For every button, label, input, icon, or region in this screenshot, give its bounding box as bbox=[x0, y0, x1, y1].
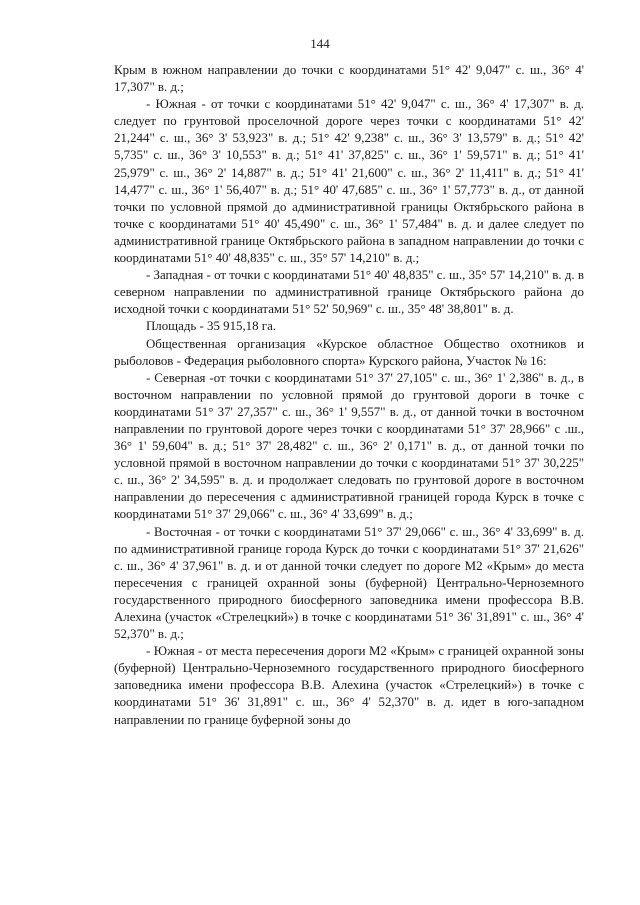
page-number: 144 bbox=[310, 36, 330, 51]
document-body bbox=[114, 62, 584, 729]
paragraph-north-continuation: Крым в южном направлении до точки с координатами 51° 42' 9,047" с. ш., 36° 4' 17,307" в. д.; bbox=[114, 63, 584, 95]
paragraph-west-boundary: - Западная - от точки с координатами 51° 40' 48,835" с. ш., 35° 57' 14,210" в. д. в северном направлении по административной границе Октябрьского района до исходной точки с координатами 51° 52' 50,969" с. ш., 35° 48' 38,801" в. д. bbox=[114, 268, 584, 317]
paragraph-north-boundary: - Северная -от точки с координатами 51° 37' 27,105" с. ш., 36° 1' 2,386" в. д., в восточном направлении по условной прямой до грунтовой дороги в точке с координатами 51° 37' 27,357" с. ш., 36° 1' 9,557" в. д., от данной точки в восточном направлении по грунтовой дороге через точки с координатами 51° 37' 28,966" с .ш., 36° 1' 59,604" в. д.; 51° 37' 28,482" с. ш., 36° 2' 0,171" в. д., от данной точки по условной прямой в восточном направлении до точки с координатами 51° 37' 30,225" с. ш., 36° 2' 34,595" в. д. и продолжает следовать по грунтовой дороге в восточном направлении до пересечения с административной границей города Курск в точке с координатами 51° 37' 29,066" с. ш., 36° 4' 33,699" в. д.; bbox=[114, 370, 584, 522]
paragraph-east-boundary: - Восточная - от точки с координатами 51° 37' 29,066" с. ш., 36° 4' 33,699" в. д. по административной границе города Курск до точки с координатами 51° 37' 21,626" с. ш., 36° 4' 37,961" в. д. и от данной точки следует по дороге М2 «Крым» до места пересечения с границей охранной зоны (буферной) Центрально-Черноземного государственного природного биосферного заповедника имени профессора В.В. Алехина (участок «Стрелецкий») в точке с координатами 51° 36' 31,891" с. ш., 36° 4' 52,370" в. д.; bbox=[114, 524, 584, 642]
paragraph-organization-title: Общественная организация «Курское областное Общество охотников и рыболовов - Федерация рыболовного спорта» Курского района, Участок № 16: bbox=[114, 336, 584, 368]
paragraph-area: Площадь - 35 915,18 га. bbox=[146, 319, 277, 334]
paragraph-south-boundary-2: - Южная - от места пересечения дороги М2 «Крым» с границей охранной зоны (буферной) Центрально-Черноземного государственного природного биосферного заповедника имени профессора В.В. Алехина (участок «Стрелецкий») в точке с координатами 51° 36' 31,891" с. ш., 36° 4' 52,370" в. д. идет в юго-западном направлении по границе буферной зоны до bbox=[114, 644, 584, 727]
paragraph-south-boundary: - Южная - от точки с координатами 51° 42' 9,047" с. ш., 36° 4' 17,307" в. д. следует по грунтовой проселочной дороге через точки с координатами 51° 42' 21,244" с. ш., 36° 3' 53,923" в. д.; 51° 42' 9,238" с. ш., 36° 3' 13,579" в. д.; 51° 42' 5,735" с. ш., 36° 3' 10,553" в. д.; 51° 41' 37,825" с. ш., 36° 1' 59,571" в. д.; 51° 41' 25,979" с. ш., 36° 2' 14,887" в. д.; 51° 41' 21,600" с. ш., 36° 2' 11,411" в. д.; 51° 41' 14,477" с. ш., 36° 1' 56,407" в. д.; 51° 40' 47,685" с. ш., 36° 1' 57,773" в. д., от данной точки по условной прямой до административной границы Октябрьского района в точке с координатами 51° 40' 45,490" с. ш., 36° 1' 57,484" в. д. и далее следует по административной границе Октябрьского района в западном направлении до точки с координатами 51° 40' 48,835" с. ш., 35° 57' 14,210" в. д.; bbox=[114, 97, 584, 266]
